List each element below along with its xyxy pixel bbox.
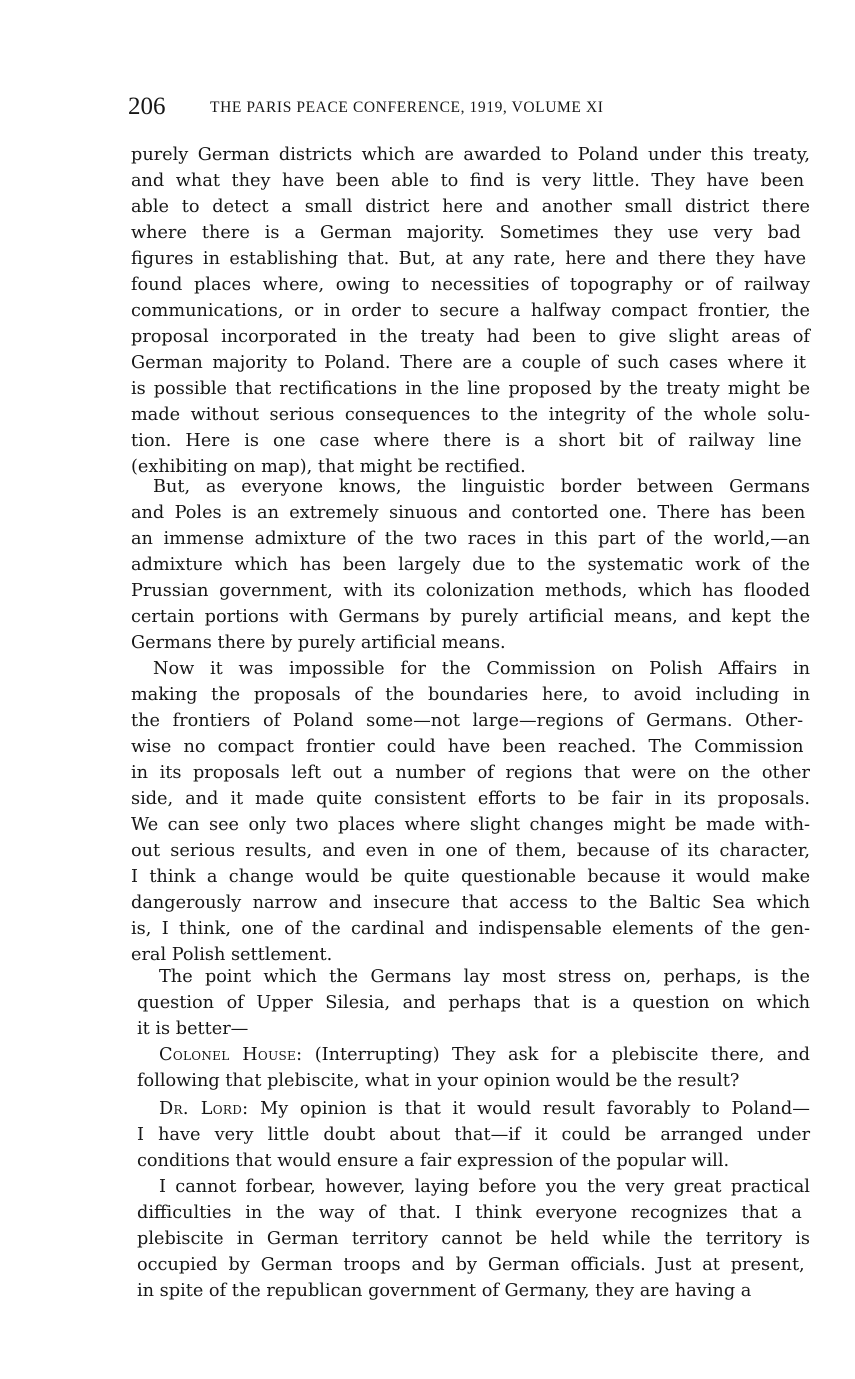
- text-line: it is better—: [137, 1019, 249, 1039]
- page-header: [128, 92, 818, 122]
- text-line: I think a change would be quite questionable because it would make: [131, 867, 811, 887]
- text-line: is possible that rectifications in the line proposed by the treaty might be: [131, 379, 811, 399]
- text-line: I have very little doubt about that—if it could be arranged under: [137, 1125, 811, 1145]
- text-line: making the proposals of the boundaries here, to avoid including in: [131, 685, 810, 705]
- text-line: I cannot forbear, however, laying before you the very great practical: [159, 1177, 810, 1197]
- text-line: plebiscite in German territory cannot be held while the territory is: [137, 1229, 810, 1249]
- text-line: Now it was impossible for the Commission on Polish Affairs in: [153, 659, 810, 679]
- speaker-name: Dr. Lord:: [159, 1099, 249, 1119]
- text-line: We can see only two places where slight changes might be made with-: [131, 815, 810, 835]
- text-line: in its proposals left out a number of regions that were on the other: [131, 763, 810, 783]
- text-line: [159, 1042, 810, 1068]
- speech-text: (Interrupting) They ask for a plebiscite there, and: [314, 1045, 811, 1065]
- text-line: The point which the Germans lay most stress on, perhaps, is the: [159, 967, 811, 987]
- text-line: figures in establishing that. But, at any rate, here and there they have: [131, 249, 807, 269]
- text-line: following that plebiscite, what in your opinion would be the result?: [137, 1071, 740, 1091]
- text-line: an immense admixture of the two races in this part of the world,—an: [131, 529, 810, 549]
- text-line: communications, or in order to secure a halfway compact frontier, the: [131, 301, 810, 321]
- text-line: (exhibiting on map), that might be rectified.: [131, 457, 526, 477]
- text-line: certain portions with Germans by purely artificial means, and kept the: [131, 607, 811, 627]
- text-line: is, I think, one of the cardinal and indispensable elements of the gen-: [131, 919, 810, 939]
- text-line: and Poles is an extremely sinuous and contorted one. There has been: [131, 503, 806, 523]
- text-line: able to detect a small district here and another small district there: [131, 197, 810, 217]
- text-line: eral Polish settlement.: [131, 945, 333, 965]
- text-line: [159, 1096, 810, 1122]
- speech-text: My opinion is that it would result favorably to Poland—: [260, 1099, 810, 1119]
- text-line: side, and it made quite consistent efforts to be fair in its proposals.: [131, 789, 810, 809]
- text-line: tion. Here is one case where there is a short bit of railway line: [131, 431, 802, 451]
- text-line: question of Upper Silesia, and perhaps that is a question on which: [137, 993, 811, 1013]
- running-title: THE PARIS PEACE CONFERENCE, 1919, VOLUME XI: [210, 99, 604, 116]
- text-line: occupied by German troops and by German officials. Just at present,: [137, 1255, 805, 1275]
- text-line: out serious results, and even in one of them, because of its character,: [131, 841, 810, 861]
- text-line: purely German districts which are awarded to Poland under this treaty,: [131, 145, 811, 165]
- text-line: found places where, owing to necessities of topography or of railway: [131, 275, 810, 295]
- text-line: conditions that would ensure a fair expression of the popular will.: [137, 1151, 730, 1171]
- text-line: in spite of the republican government of Germany, they are having a: [137, 1281, 752, 1301]
- text-line: the frontiers of Poland some—not large—regions of Germans. Other-: [131, 711, 804, 731]
- text-line: dangerously narrow and insecure that access to the Baltic Sea which: [131, 893, 811, 913]
- speaker-name: Colonel House:: [159, 1045, 303, 1065]
- text-line: wise no compact frontier could have been reached. The Commission: [131, 737, 804, 757]
- text-line: where there is a German majority. Sometimes they use very bad: [131, 223, 801, 243]
- text-line: proposal incorporated in the treaty had been to give slight areas of: [131, 327, 810, 347]
- text-line: But, as everyone knows, the linguistic border between Germans: [153, 477, 810, 497]
- page-number: 206: [128, 93, 166, 120]
- text-line: admixture which has been largely due to the systematic work of the: [131, 555, 810, 575]
- text-line: German majority to Poland. There are a couple of such cases where it: [131, 353, 806, 373]
- text-line: and what they have been able to find is very little. They have been: [131, 171, 805, 191]
- text-line: made without serious consequences to the integrity of the whole solu-: [131, 405, 810, 425]
- text-line: Prussian government, with its colonization methods, which has flooded: [131, 581, 811, 601]
- text-line: difficulties in the way of that. I think everyone recognizes that a: [137, 1203, 802, 1223]
- text-line: Germans there by purely artificial means.: [131, 633, 506, 653]
